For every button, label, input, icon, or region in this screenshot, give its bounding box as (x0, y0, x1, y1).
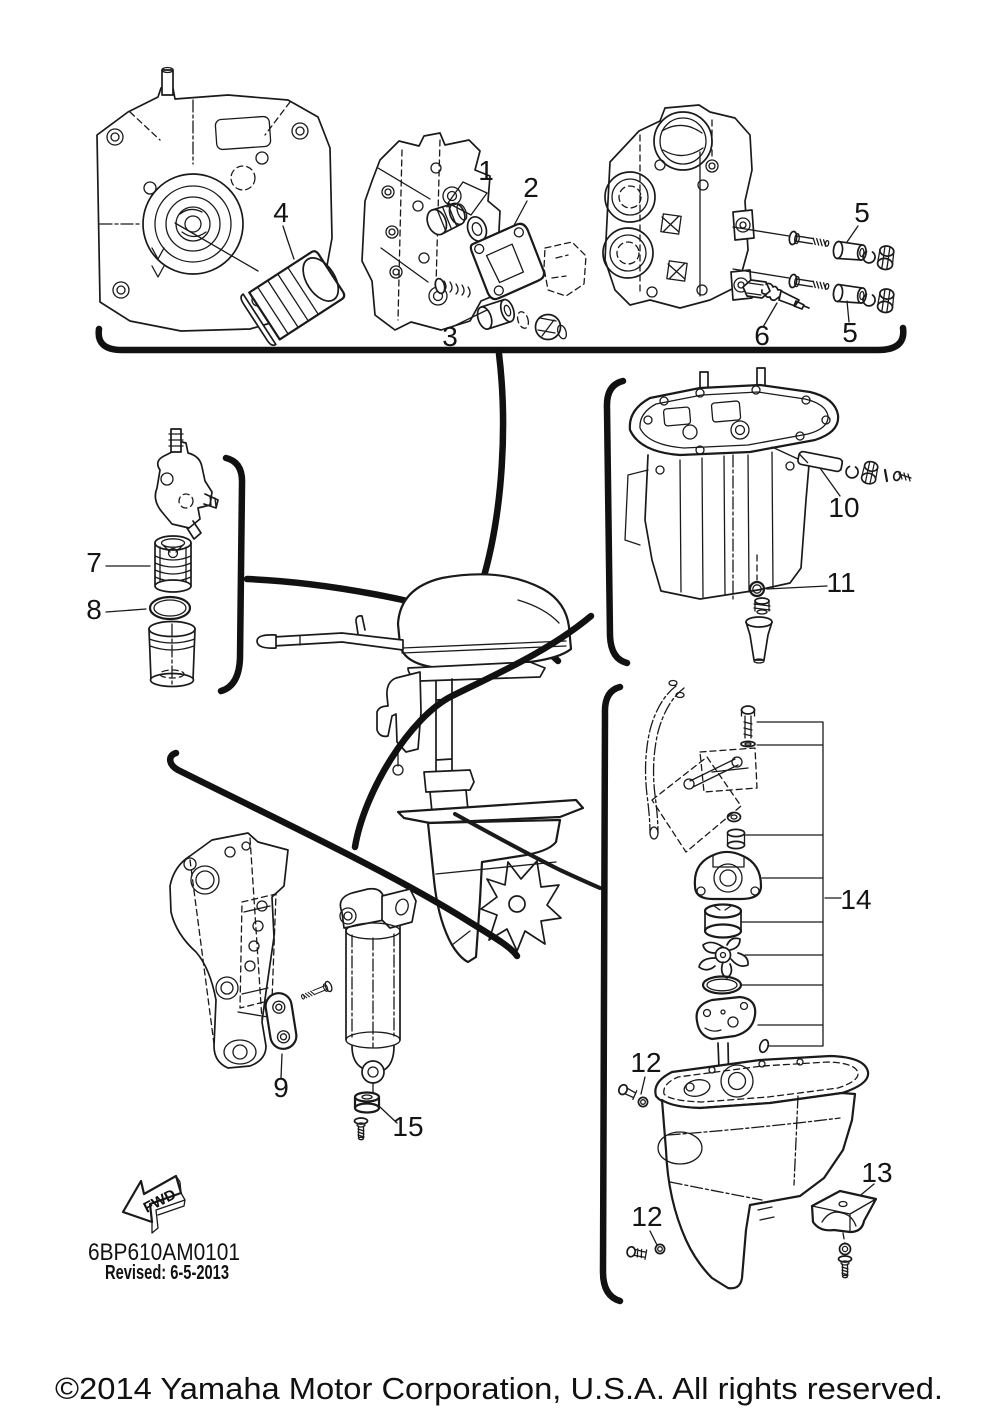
callout-8: 8 (86, 594, 102, 625)
callout-12-top: 12 (630, 1047, 662, 1078)
tilt-cylinder-group (340, 889, 416, 1140)
cylinder-plug-row1 (733, 226, 895, 270)
gearcase-group (617, 1056, 876, 1288)
top-section-bracket (99, 328, 904, 350)
fuel-filter-group (106, 429, 218, 687)
diagram-revision: Revised: 6-5-2013 (105, 1262, 229, 1284)
upper-casing-group (625, 368, 911, 663)
diagram-code: 6BP610AM0101 (88, 1239, 240, 1266)
powerhead-starboard-view (603, 105, 754, 308)
callout-5-top: 5 (854, 197, 870, 228)
spark-plug-part6 (743, 280, 809, 327)
callout-4: 4 (273, 197, 289, 228)
callout-12-bottom: 12 (631, 1201, 663, 1232)
callout-10: 10 (828, 492, 860, 523)
copyright-text: ©2014 Yamaha Motor Corporation, U.S.A. All rights reserved. (55, 1371, 944, 1406)
outboard-motor (257, 574, 583, 962)
lower-unit-bracket (603, 687, 620, 1301)
callout-3: 3 (442, 321, 458, 352)
callout-5-bottom: 5 (842, 317, 858, 348)
callout-7: 7 (86, 547, 102, 578)
thermostat-part1 (424, 182, 490, 244)
fuel-filter-bracket (221, 458, 242, 691)
callout-9: 9 (273, 1072, 289, 1103)
callout-6: 6 (754, 320, 770, 351)
top-bracket-leader (471, 354, 503, 602)
oil-filter-part4 (175, 223, 349, 347)
water-pump-group (646, 681, 841, 1096)
fwd-label: FWD (140, 1185, 179, 1217)
callout-14: 14 (840, 884, 872, 915)
callout-1: 1 (478, 155, 494, 186)
fwd-arrow (123, 1176, 185, 1233)
gasket-part2 (467, 201, 586, 301)
upper-casing-bracket (607, 381, 627, 663)
callout-15: 15 (392, 1111, 424, 1142)
callout-11: 11 (826, 567, 856, 598)
clamp-bracket-group (170, 833, 333, 1078)
callout-2: 2 (523, 172, 539, 203)
callout-13: 13 (861, 1157, 893, 1188)
